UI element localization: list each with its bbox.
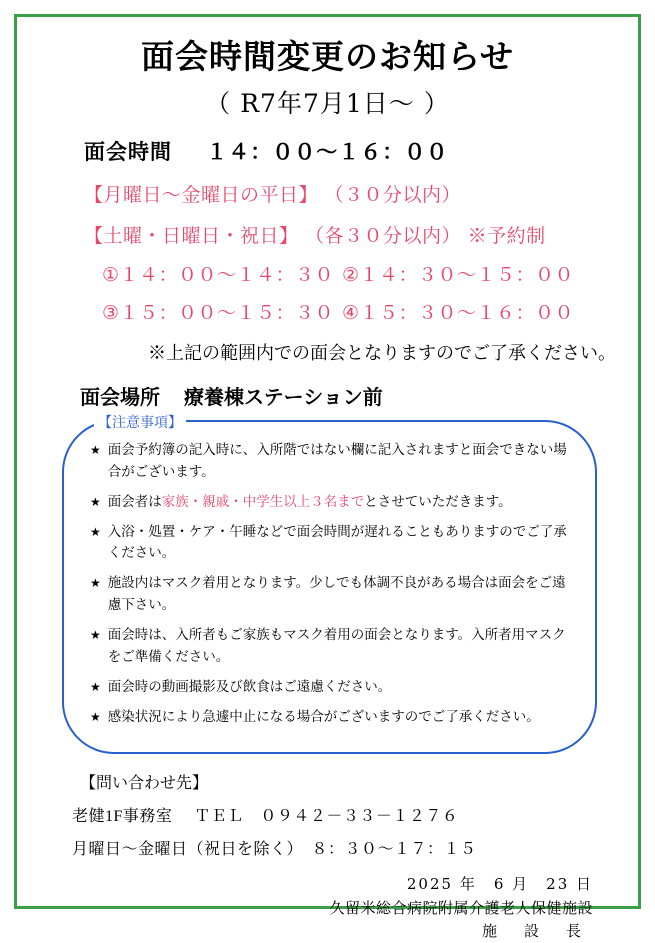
notice-item — [90, 625, 569, 669]
slot-row — [102, 260, 617, 287]
star-icon: ★ — [90, 494, 101, 509]
star-icon: ★ — [90, 576, 101, 591]
contact-title: 【問い合わせ先】 — [80, 773, 209, 793]
notice-item — [90, 573, 569, 617]
star-icon: ★ — [90, 442, 101, 457]
star-icon: ★ — [90, 709, 101, 724]
notice-item — [90, 707, 569, 729]
contact-office-line — [38, 803, 617, 826]
footer-date: 2025 年 6 月 23 日 — [406, 875, 593, 894]
notice-item — [90, 492, 569, 514]
footer-position: 施 設 長 — [481, 921, 587, 940]
slot-item: ①１４：００～１４：３０ — [102, 263, 335, 286]
slot-row — [102, 298, 617, 325]
star-icon: ★ — [90, 627, 101, 642]
contact-office: 老健1F事務室 — [72, 808, 173, 826]
poster-content — [16, 14, 639, 940]
contact-tel: ＴＥＬ ０９４２－３３－１２７６ — [194, 808, 459, 826]
visiting-time-value: １４：００～１６：００ — [206, 138, 449, 164]
notice-item-text: 面会者は家族・親戚・中学生以上３名までとさせていただきます。 — [107, 493, 512, 510]
page-subtitle: （ R7年7月1日～ ） — [205, 88, 450, 118]
visiting-time-label: 面会時間 — [84, 138, 172, 164]
place-value: 療養棟ステーション前 — [184, 384, 383, 409]
footer — [38, 873, 617, 943]
slot-item: ③１５：００～１５：３０ — [102, 301, 335, 324]
page-title: 面会時間変更のお知らせ — [140, 37, 514, 76]
notice-item-text: 面会時の動画撮影及び飲食はご遠慮ください。 — [107, 678, 392, 695]
slot-item: ②１４：３０～１５：００ — [342, 263, 575, 286]
visiting-time-row — [38, 136, 617, 166]
footer-organization: 久留米総合病院附属介護老人保健施設 — [329, 898, 593, 917]
star-icon: ★ — [90, 524, 101, 539]
slot-list — [38, 260, 617, 325]
notice-item-text: 面会時は、入所者もご家族もマスク着用の面会となります。入所者用マスクをご準備ください。 — [107, 626, 566, 665]
notice-item-text: 入浴・処置・ケア・午睡などで面会時間が遅れることもありますのでご了承ください。 — [107, 523, 567, 562]
place-label: 面会場所 — [80, 384, 160, 409]
notice-item-text: 施設内はマスク着用となります。少しでも体調不良がある場合は面会をご遠慮下さい。 — [107, 575, 566, 614]
notice-item — [90, 522, 569, 566]
weekend-rule: 【土曜・日曜日・祝日】 （各３０分以内） ※予約制 — [84, 224, 546, 247]
notice-title: 【注意事項】 — [94, 412, 186, 432]
notice-item — [90, 440, 569, 484]
slot-item: ④１５：３０～１６：００ — [342, 301, 575, 324]
notice-item-text: 感染状況により急遽中止になる場合がございますのでご了承ください。 — [107, 708, 540, 725]
notice-box — [62, 414, 597, 754]
star-icon: ★ — [90, 679, 101, 694]
contact-hours: 月曜日～金曜日（祝日を除く） ８：３０～１７：１５ — [72, 841, 477, 859]
weekday-rule: 【月曜日～金曜日の平日】 （３０分以内） — [84, 183, 462, 206]
notice-item-text: 面会予約簿の記入時に、入所階ではない欄に記入されますと面会できない場合がございます。 — [107, 441, 567, 480]
range-note: ※上記の範囲内での面会となりますのでご了承ください。 — [148, 342, 616, 364]
notice-item — [90, 677, 569, 699]
place-row — [38, 381, 617, 410]
